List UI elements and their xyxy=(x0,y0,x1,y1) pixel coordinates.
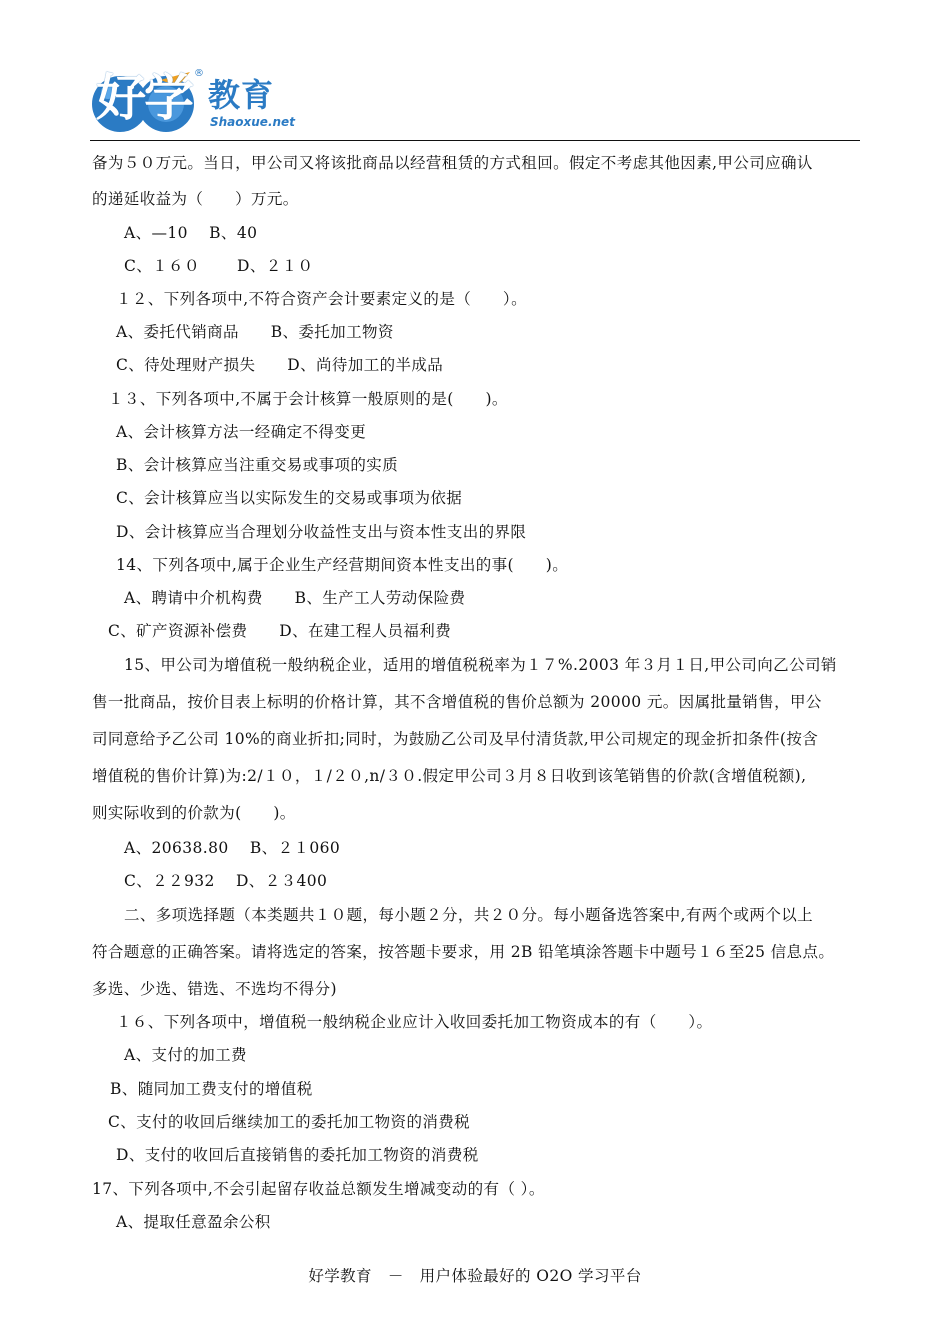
option-line: C、会计核算应当以实际发生的交易或事项为依据 xyxy=(116,489,463,507)
option-line: A、20638.80 B、２１060 xyxy=(124,839,341,857)
option-line: A、支付的加工费 xyxy=(124,1046,247,1064)
option-line: C、支付的收回后继续加工的委托加工物资的消费税 xyxy=(108,1113,471,1131)
option-line: D、会计核算应当合理划分收益性支出与资本性支出的界限 xyxy=(116,523,527,541)
question-line: 15、甲公司为增值税一般纳税企业，适用的增值税税率为１７%.2003 年３月１日,甲公司向乙公司销 xyxy=(124,656,837,674)
page-footer: 好学教育 － 用户体验最好的 O2O 学习平台 xyxy=(308,1267,642,1285)
option-line: C、待处理财产损失 D、尚待加工的半成品 xyxy=(116,356,444,374)
option-line: A、会计核算方法一经确定不得变更 xyxy=(116,423,367,441)
logo-side-text: 教育 xyxy=(208,76,275,114)
text-line: 增值税的售价计算)为:2/１０，１/２０,n/３０.假定甲公司３月８日收到该笔销售的价款(含增值税额), xyxy=(92,767,807,785)
text-line: 的递延收益为（ ）万元。 xyxy=(92,190,299,208)
question-line: １３、下列各项中,不属于会计核算一般原则的是( )。 xyxy=(108,390,508,408)
question-line: １２、下列各项中,不符合资产会计要素定义的是（ ）。 xyxy=(116,290,527,308)
shaoxue-logo xyxy=(90,64,295,142)
section-heading: 二、多项选择题（本类题共１０题，每小题２分，共２０分。每小题备选答案中,有两个或两个以上 xyxy=(124,906,814,924)
option-line: A、委托代销商品 B、委托加工物资 xyxy=(116,323,394,341)
option-line: C、１６０ D、２１０ xyxy=(124,257,314,275)
option-line: C、矿产资源补偿费 D、在建工程人员福利费 xyxy=(108,622,452,640)
text-line: 司同意给予乙公司 10%的商业折扣;同时，为鼓励乙公司及早付清货款,甲公司规定的现金折扣条件(按含 xyxy=(92,730,819,748)
option-line: D、支付的收回后直接销售的委托加工物资的消费税 xyxy=(116,1146,479,1164)
text-line: 售一批商品，按价目表上标明的价格计算，其不含增值税的售价总额为 20000 元。因属批量销售，甲公 xyxy=(92,693,822,711)
question-line: 14、下列各项中,属于企业生产经营期间资本性支出的事( )。 xyxy=(116,556,569,574)
option-line: B、随同加工费支付的增值税 xyxy=(110,1080,313,1098)
text-line: 则实际收到的价款为( )。 xyxy=(92,804,296,822)
text-line: 多选、少选、错选、不选均不得分) xyxy=(92,980,337,998)
option-line: C、２２932 D、２３400 xyxy=(124,872,328,890)
text-line: 符合题意的正确答案。请将选定的答案，按答题卡要求，用 2B 铅笔填涂答题卡中题号１６至25 信息点。 xyxy=(92,943,835,961)
logo-site-text: Shaoxue.net xyxy=(210,115,295,129)
question-line: 17、下列各项中,不会引起留存收益总额发生增减变动的有（ ）。 xyxy=(92,1180,545,1198)
text-line: 备为５０万元。当日，甲公司又将该批商品以经营租赁的方式租回。假定不考虑其他因素,甲公司应确认 xyxy=(92,154,813,172)
option-line: A、提取任意盈余公积 xyxy=(116,1213,271,1231)
logo-main-text: 好学 xyxy=(96,69,192,127)
logo-registered-mark: ® xyxy=(194,68,204,79)
option-line: B、会计核算应当注重交易或事项的实质 xyxy=(116,456,399,474)
option-line: A、聘请中介机构费 B、生产工人劳动保险费 xyxy=(124,589,466,607)
question-line: １６、下列各项中，增值税一般纳税企业应计入收回委托加工物资成本的有（ ）。 xyxy=(116,1013,713,1031)
option-line: A、—10 B、40 xyxy=(124,224,258,242)
header-divider xyxy=(90,140,860,141)
